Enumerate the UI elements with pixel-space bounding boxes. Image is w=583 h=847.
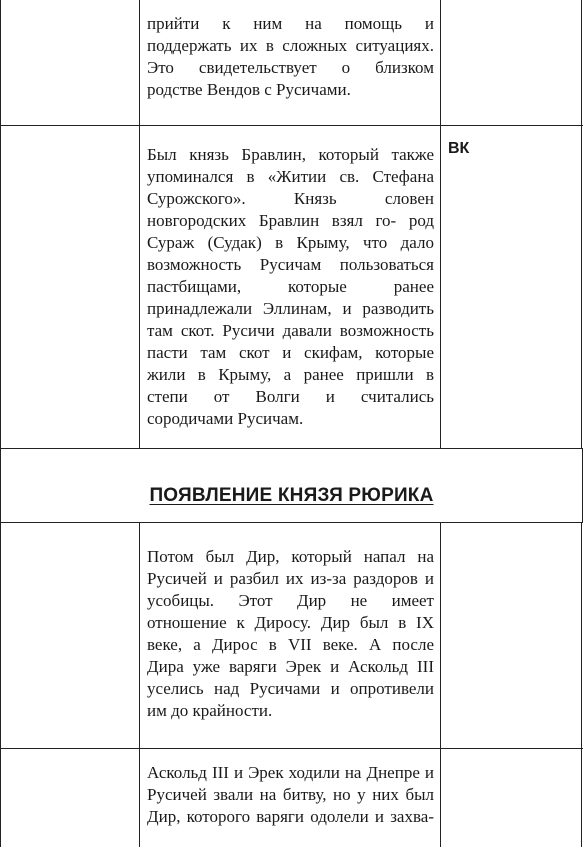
text-line: упоминался в «Житии св. Стефана [147, 167, 434, 186]
text-line: Это свидетельствует о близком [147, 58, 434, 77]
text-line: Русичей и разбил их из-за раздоров и [147, 569, 434, 588]
text-line: степи от Волги и считались [147, 387, 434, 406]
table-cell-source [441, 523, 582, 748]
text-line: Потом был Дир, который напал на [147, 547, 434, 566]
text-line: поддержать их в сложных ситуациях. [147, 36, 434, 55]
text-line: отношение к Диросу. Дир был в IX [147, 613, 434, 632]
text-line: им до крайности. [147, 701, 273, 720]
source-label: ВК [448, 140, 470, 157]
text-line: сородичами Русичам. [147, 409, 304, 428]
text-line: Дира уже варяги Эрек и Аскольд III [147, 657, 434, 676]
text-line: там скот. Русичи давали возможность [147, 321, 434, 340]
text-line: Сурожского». Князь словен [147, 189, 434, 208]
text-line: родстве Вендов с Русичами. [147, 80, 351, 99]
table-cell-source [441, 126, 582, 448]
row-text [147, 13, 434, 101]
text-line: уселись над Русичами и опротивели [147, 679, 434, 698]
row-text [147, 144, 434, 430]
table-cell-empty [0, 0, 140, 125]
text-line: возможность Русичам пользоваться [147, 255, 434, 274]
text-line: усобицы. Этот Дир не имеет [147, 591, 434, 610]
text-line: веке, а Дирос в VII веке. А после [147, 635, 434, 654]
text-line: прийти к ним на помощь и [147, 14, 434, 33]
section-heading: ПОЯВЛЕНИЕ КНЯЗЯ РЮРИКА [149, 485, 434, 506]
text-line: пастбищами, которые ранее [147, 277, 434, 296]
text-line: Был князь Бравлин, который также [147, 145, 434, 164]
text-line: Сураж (Судак) в Крыму, что дало [147, 233, 434, 252]
table-cell-source [441, 0, 582, 125]
text-line: жили в Крыму, а ранее пришли в [147, 365, 434, 384]
text-line: новгородских Бравлин взял го- род [147, 211, 434, 230]
text-line: принадлежали Эллинам, и разводить [147, 299, 434, 318]
table-cell-empty [0, 523, 140, 748]
text-line: Дир, которого варяги одолели и захва- [147, 807, 434, 826]
text-line: Аскольд III и Эрек ходили на Днепре и [147, 763, 434, 782]
row-text [147, 546, 434, 722]
table-cell-empty [0, 749, 140, 847]
table-cell-source [441, 749, 582, 847]
text-line: пасти там скот и скифам, которые [147, 343, 434, 362]
table-cell-empty [0, 126, 140, 448]
row-text [147, 762, 434, 828]
text-line: Русичей звали на битву, но у них был [147, 785, 434, 804]
